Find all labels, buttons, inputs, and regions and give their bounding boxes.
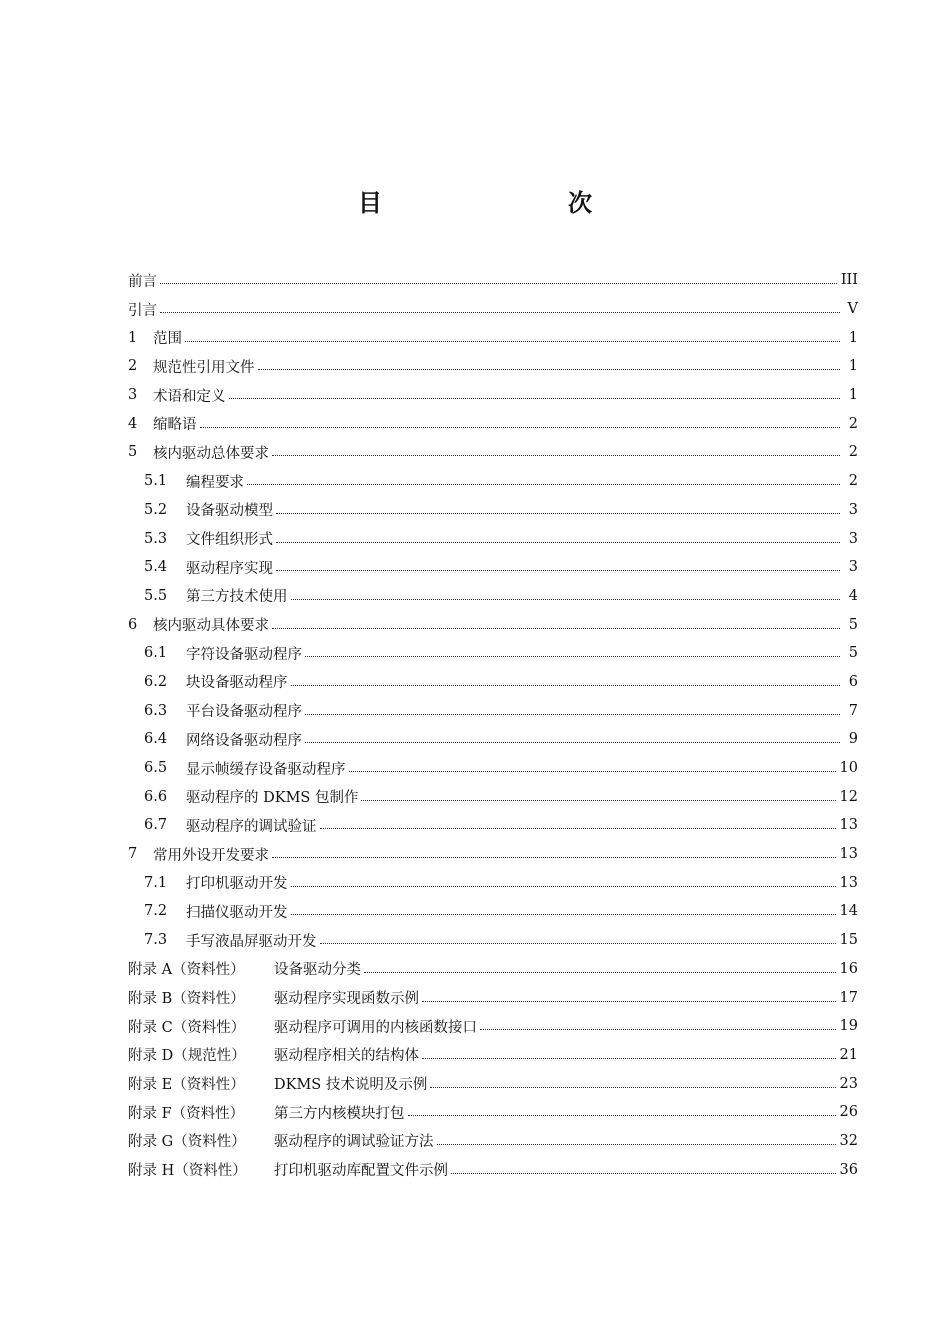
toc-entry-page-number: 12 bbox=[839, 788, 858, 805]
toc-entry[interactable] bbox=[128, 782, 858, 811]
toc-entry-number: 附录 C（资料性） bbox=[128, 1019, 246, 1036]
toc-entry-page-number: 32 bbox=[839, 1132, 858, 1149]
toc-entry-title: 常用外设开发要求 bbox=[153, 847, 269, 864]
toc-entry[interactable] bbox=[128, 467, 858, 496]
toc-entry-title: 第三方内核模块打包 bbox=[274, 1105, 405, 1122]
dot-leader bbox=[451, 1172, 836, 1174]
toc-entry[interactable] bbox=[128, 926, 858, 955]
dot-leader bbox=[272, 454, 840, 456]
dot-leader bbox=[437, 1143, 836, 1145]
toc-entry-number: 4 bbox=[128, 415, 138, 432]
toc-entry-title: 文件组织形式 bbox=[186, 532, 273, 549]
toc-entry-number: 2 bbox=[128, 358, 138, 375]
table-of-contents bbox=[128, 266, 858, 1184]
toc-entry-title: 驱动程序的调试验证 bbox=[186, 818, 317, 835]
dot-leader bbox=[361, 799, 835, 801]
dot-leader bbox=[160, 282, 837, 284]
dot-leader bbox=[276, 541, 840, 543]
toc-entry-number: 7.2 bbox=[144, 903, 168, 920]
toc-entry-number: 附录 D（规范性） bbox=[128, 1048, 246, 1065]
toc-entry-page-number: 1 bbox=[848, 358, 858, 375]
toc-entry-title: 驱动程序实现 bbox=[186, 560, 273, 577]
dot-leader bbox=[291, 913, 836, 915]
toc-entry-title: 显示帧缓存设备驱动程序 bbox=[186, 761, 346, 778]
toc-entry[interactable] bbox=[128, 1012, 858, 1041]
toc-entry-page-number: 5 bbox=[848, 645, 858, 662]
toc-entry-page-number: 2 bbox=[848, 415, 858, 432]
toc-entry-number: 6.5 bbox=[144, 760, 168, 777]
toc-entry-title: 手写液晶屏驱动开发 bbox=[186, 933, 317, 950]
toc-entry-title: 设备驱动模型 bbox=[186, 503, 273, 520]
toc-entry[interactable] bbox=[128, 266, 858, 295]
toc-entry-title: 第三方技术使用 bbox=[186, 589, 288, 606]
toc-entry[interactable] bbox=[128, 725, 858, 754]
toc-entry[interactable] bbox=[128, 582, 858, 611]
toc-entry-number: 6.4 bbox=[144, 731, 168, 748]
toc-entry-number: 附录 A（资料性） bbox=[128, 962, 245, 979]
toc-entry-number: 附录 B（资料性） bbox=[128, 991, 245, 1008]
toc-entry-page-number: 2 bbox=[848, 473, 858, 490]
toc-entry-page-number: 13 bbox=[839, 874, 858, 891]
toc-entry-number: 7.3 bbox=[144, 932, 168, 949]
toc-entry-number: 5.3 bbox=[144, 530, 168, 547]
toc-entry[interactable] bbox=[128, 897, 858, 926]
toc-entry-title: 设备驱动分类 bbox=[274, 962, 361, 979]
toc-entry[interactable] bbox=[128, 868, 858, 897]
toc-entry-title: DKMS 技术说明及示例 bbox=[274, 1077, 428, 1094]
toc-entry-title: 平台设备驱动程序 bbox=[186, 704, 302, 721]
toc-entry-number: 6.6 bbox=[144, 788, 168, 805]
toc-entry-page-number: 16 bbox=[839, 960, 858, 977]
toc-entry-number: 5 bbox=[128, 444, 138, 461]
toc-entry-page-number: 14 bbox=[839, 903, 858, 920]
toc-entry-title: 驱动程序的 DKMS 包制作 bbox=[186, 790, 359, 807]
toc-entry-number: 附录 G（资料性） bbox=[128, 1134, 246, 1151]
dot-leader bbox=[291, 885, 836, 887]
toc-entry-title: 打印机驱动开发 bbox=[186, 876, 288, 893]
toc-entry-page-number: 1 bbox=[848, 329, 858, 346]
toc-entry-title: 缩略语 bbox=[153, 417, 197, 434]
dot-leader bbox=[422, 1000, 836, 1002]
dot-leader bbox=[320, 827, 836, 829]
toc-entry[interactable] bbox=[128, 1127, 858, 1156]
toc-entry-page-number: 10 bbox=[839, 760, 858, 777]
page-title: 目 次 bbox=[358, 189, 638, 217]
dot-leader bbox=[276, 569, 840, 571]
toc-entry-number: 附录 F（资料性） bbox=[128, 1105, 245, 1122]
toc-entry-page-number: 5 bbox=[848, 616, 858, 633]
toc-entry-title: 引言 bbox=[128, 302, 157, 319]
dot-leader bbox=[185, 340, 840, 342]
toc-entry-number: 6.3 bbox=[144, 702, 168, 719]
dot-leader bbox=[258, 368, 841, 370]
toc-entry-number: 7.1 bbox=[144, 874, 168, 891]
dot-leader bbox=[305, 655, 840, 657]
toc-entry-number: 6.7 bbox=[144, 817, 168, 834]
toc-entry-title: 驱动程序可调用的内核函数接口 bbox=[274, 1019, 477, 1036]
dot-leader bbox=[480, 1028, 836, 1030]
toc-entry-title: 前言 bbox=[128, 273, 157, 290]
toc-entry-page-number: 1 bbox=[848, 387, 858, 404]
toc-entry-page-number: V bbox=[847, 301, 858, 318]
toc-entry-page-number: 9 bbox=[848, 731, 858, 748]
toc-entry[interactable] bbox=[128, 381, 858, 410]
dot-leader bbox=[422, 1057, 836, 1059]
toc-entry-page-number: 21 bbox=[839, 1046, 858, 1063]
toc-entry-title: 驱动程序相关的结构体 bbox=[274, 1048, 419, 1065]
dot-leader bbox=[430, 1086, 835, 1088]
toc-entry-page-number: 3 bbox=[848, 559, 858, 576]
toc-entry[interactable] bbox=[128, 1098, 858, 1127]
toc-entry-page-number: 6 bbox=[848, 673, 858, 690]
dot-leader bbox=[276, 512, 840, 514]
toc-entry-number: 附录 E（资料性） bbox=[128, 1077, 245, 1094]
dot-leader bbox=[229, 397, 841, 399]
toc-entry-number: 附录 H（资料性） bbox=[128, 1163, 247, 1180]
toc-entry-title: 范围 bbox=[153, 331, 182, 348]
toc-entry-title: 打印机驱动库配置文件示例 bbox=[274, 1163, 448, 1180]
toc-entry-page-number: 13 bbox=[839, 817, 858, 834]
dot-leader bbox=[272, 856, 836, 858]
toc-entry-page-number: 19 bbox=[839, 1018, 858, 1035]
toc-entry-number: 3 bbox=[128, 387, 138, 404]
toc-entry[interactable] bbox=[128, 409, 858, 438]
dot-leader bbox=[160, 311, 840, 313]
toc-entry-title: 核内驱动具体要求 bbox=[153, 618, 269, 635]
toc-entry[interactable] bbox=[128, 553, 858, 582]
toc-entry[interactable] bbox=[128, 323, 858, 352]
toc-entry-title: 扫描仪驱动开发 bbox=[186, 904, 288, 921]
toc-entry-page-number: 26 bbox=[839, 1104, 858, 1121]
toc-entry-page-number: 23 bbox=[839, 1075, 858, 1092]
dot-leader bbox=[247, 483, 840, 485]
dot-leader bbox=[349, 770, 836, 772]
toc-entry-number: 5.4 bbox=[144, 559, 168, 576]
toc-entry-title: 字符设备驱动程序 bbox=[186, 646, 302, 663]
toc-entry-page-number: 15 bbox=[839, 932, 858, 949]
toc-entry-page-number: 36 bbox=[839, 1161, 858, 1178]
toc-entry[interactable] bbox=[128, 840, 858, 869]
toc-entry[interactable] bbox=[128, 1069, 858, 1098]
dot-leader bbox=[408, 1114, 836, 1116]
toc-entry[interactable] bbox=[128, 1155, 858, 1184]
toc-entry-title: 网络设备驱动程序 bbox=[186, 732, 302, 749]
toc-entry-title: 核内驱动总体要求 bbox=[153, 445, 269, 462]
toc-entry-page-number: 3 bbox=[848, 501, 858, 518]
dot-leader bbox=[291, 684, 841, 686]
dot-leader bbox=[320, 942, 836, 944]
toc-entry-number: 5.5 bbox=[144, 587, 168, 604]
toc-entry-title: 术语和定义 bbox=[153, 388, 226, 405]
toc-entry-number: 6 bbox=[128, 616, 138, 633]
toc-entry[interactable] bbox=[128, 1041, 858, 1070]
toc-entry[interactable] bbox=[128, 955, 858, 984]
toc-entry-title: 驱动程序的调试验证方法 bbox=[274, 1134, 434, 1151]
toc-entry-number: 6.2 bbox=[144, 673, 168, 690]
toc-entry[interactable] bbox=[128, 811, 858, 840]
toc-entry[interactable] bbox=[128, 754, 858, 783]
toc-entry-title: 编程要求 bbox=[186, 474, 244, 491]
toc-entry[interactable] bbox=[128, 438, 858, 467]
dot-leader bbox=[364, 971, 836, 973]
toc-entry-title: 驱动程序实现函数示例 bbox=[274, 991, 419, 1008]
toc-entry-number: 7 bbox=[128, 846, 138, 863]
dot-leader bbox=[305, 741, 840, 743]
toc-entry-number: 6.1 bbox=[144, 645, 168, 662]
toc-entry-page-number: 13 bbox=[839, 846, 858, 863]
toc-entry[interactable] bbox=[128, 668, 858, 697]
dot-leader bbox=[272, 627, 840, 629]
toc-entry[interactable] bbox=[128, 496, 858, 525]
toc-entry[interactable] bbox=[128, 352, 858, 381]
toc-entry-page-number: 4 bbox=[848, 587, 858, 604]
dot-leader bbox=[291, 598, 841, 600]
toc-entry-page-number: 7 bbox=[848, 702, 858, 719]
toc-entry[interactable] bbox=[128, 295, 858, 324]
toc-entry-page-number: III bbox=[840, 272, 858, 289]
toc-entry[interactable] bbox=[128, 639, 858, 668]
dot-leader bbox=[200, 426, 841, 428]
toc-entry-page-number: 17 bbox=[839, 989, 858, 1006]
toc-entry-page-number: 2 bbox=[848, 444, 858, 461]
toc-entry-number: 5.2 bbox=[144, 501, 168, 518]
toc-entry[interactable] bbox=[128, 524, 858, 553]
dot-leader bbox=[305, 713, 840, 715]
toc-entry-title: 块设备驱动程序 bbox=[186, 675, 288, 692]
toc-entry-title: 规范性引用文件 bbox=[153, 359, 255, 376]
toc-entry[interactable] bbox=[128, 610, 858, 639]
toc-entry[interactable] bbox=[128, 983, 858, 1012]
toc-entry-page-number: 3 bbox=[848, 530, 858, 547]
toc-entry-number: 5.1 bbox=[144, 473, 168, 490]
toc-entry-number: 1 bbox=[128, 329, 138, 346]
toc-entry[interactable] bbox=[128, 696, 858, 725]
